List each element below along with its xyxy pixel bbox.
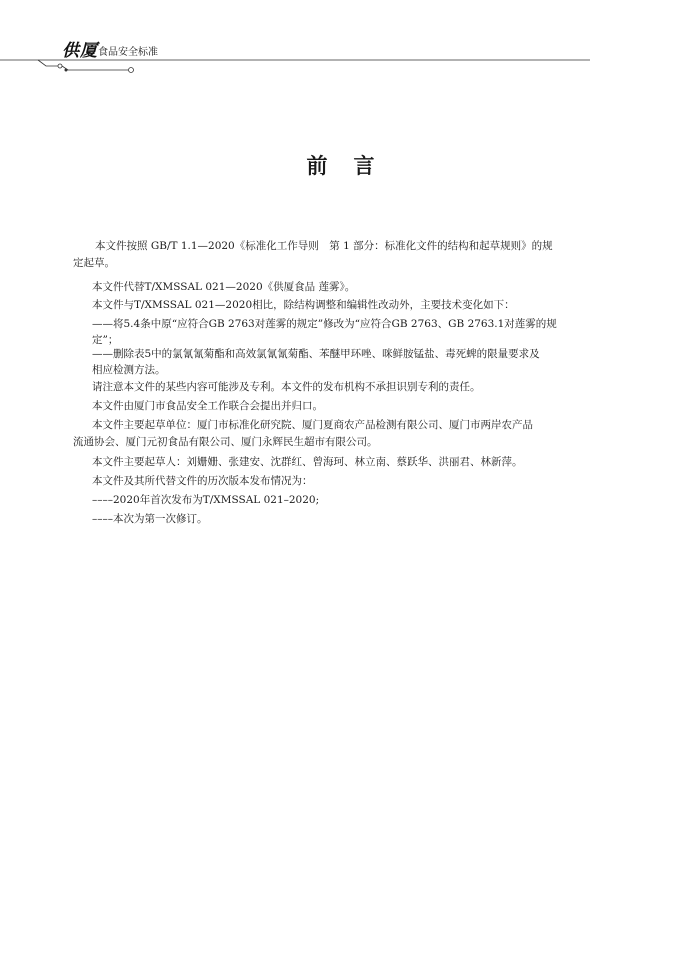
brand-label: 食品安全标准: [98, 47, 158, 58]
paragraph-line: 本文件及其所代替文件的历次版本发布情况为：: [92, 475, 313, 487]
brand-logo-text: 供厦: [62, 41, 98, 61]
paragraph-line: ——删除表5中的氯氰氰菊酯和高效氯氰氰菊酯、苯醚甲环唑、咪鲜胺锰盐、毒死蜱的限量要求及: [92, 348, 540, 360]
paragraph-line: 流通协会、厦门元初食品有限公司、厦门永辉民生超市有限公司。: [73, 436, 378, 448]
paragraph-line: 本文件主要起草单位：厦门市标准化研究院、厦门夏商农产品检测有限公司、厦门市两岸农产品: [92, 419, 533, 431]
paragraph-line: 本文件由厦门市食品安全工作联合会提出并归口。: [92, 400, 323, 412]
paragraph-line: 本文件代替T/XMSSAL 021—2020《供厦食品 莲雾》。: [92, 281, 356, 293]
paragraph-line: 本文件与T/XMSSAL 021—2020相比，除结构调整和编辑性改动外，主要技术变化如下：: [92, 299, 515, 311]
paragraph-line: 定”；: [92, 334, 119, 346]
paragraph-line: 相应检测方法。: [92, 364, 166, 376]
paragraph-line: 定起草。: [73, 257, 115, 269]
page-header: [0, 0, 681, 80]
paragraph-line: ——将5.4条中原“应符合GB 2763对莲雾的规定”修改为“应符合GB 2763、GB 2763.1对莲雾的规: [92, 318, 557, 330]
page-title: 前言: [306, 154, 401, 178]
header-circuit-line-icon: [0, 56, 681, 78]
paragraph-line: 本文件主要起草人：刘姗姗、张建安、沈群红、曾海珂、林立南、蔡跃华、洪丽君、林新萍。: [92, 456, 523, 468]
paragraph-line: ––––本次为第一次修订。: [92, 513, 208, 525]
paragraph-line: 请注意本文件的某些内容可能涉及专利。本文件的发布机构不承担识别专利的责任。: [92, 381, 481, 393]
paragraph-line: 本文件按照 GB/T 1.1—2020《标准化工作导则 第 1 部分：标准化文件的结构和起草规则》的规: [95, 240, 553, 252]
paragraph-line: ––––2020年首次发布为T/XMSSAL 021–2020;: [92, 494, 320, 506]
